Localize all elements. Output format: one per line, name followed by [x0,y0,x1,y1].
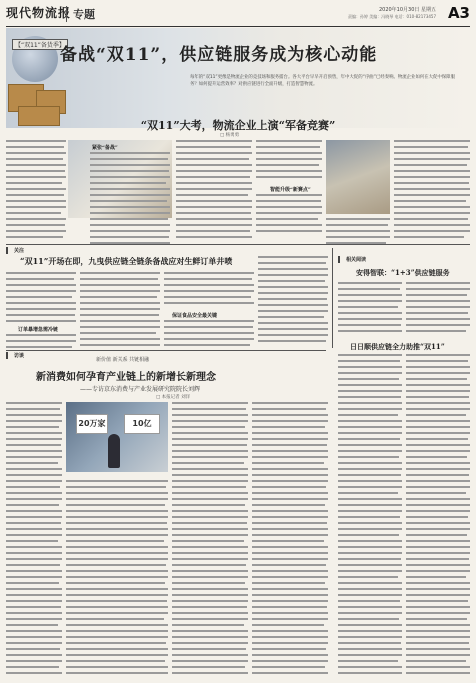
sorting-center-photo [326,140,390,214]
stat-panel-left: 20万家 [76,414,108,434]
editor-info: 责编：孙婷 美编：冯晓琴 电话：010-82173457 [348,14,436,19]
article1-subhead1: 紧张“备战” [92,145,118,151]
sidebar-divider [332,248,333,348]
sidebar-title1: 安得智联：“1+3”供应链服务 [356,268,450,277]
focus-label: 关注 [6,247,24,254]
related-label: 相关阅读 [338,256,366,263]
section-name: 专题 [66,6,95,22]
hero-intro: 每年的“双11”更像是物流企业的竞技场和服务擂台。各大平台早早开启预售，年中大促的“序曲”已经奏响。物流企业如何在大促中保障服务？如何提升运营效率？对供应链进行全面升级，打造智慧物流。 [190,75,455,87]
page-number: A3 [447,4,470,22]
article1-title: “双11”大考，物流企业上演“军备竞赛” [140,119,336,132]
section-divider [6,244,470,245]
hero-title: 备战“双11”，供应链服务成为核心动能 [60,45,378,65]
issue-date: 2020年10月30日 星期五 [378,7,436,13]
newspaper-name: 现代物流报 [6,6,72,20]
hero-tag: 【“双11”备货季】 [12,39,68,50]
article1-subhead2: 智能升级“新赛点” [270,187,311,193]
article2-title: “双11”开场在即，九曳供应链全链条备战应对生鲜订单井喷 [20,256,233,266]
article2-subhead2: 保证食品安全最关键 [172,313,218,319]
speaker-figure [108,434,120,468]
masthead [6,4,470,27]
sidebar-title2: 日日顺供应链全力助推“双11” [350,342,445,351]
interview-subtitle: ——专访京东消费与产业发展研究院院长刘辉 [80,386,201,393]
interview-byline: □ 本报记者 刘洋 [156,395,191,400]
article1-byline: □ 杨勇勇 [220,133,240,138]
interview-divider [6,350,326,351]
interview-kicker: 新价值 新关系 共链相融 [96,357,150,363]
article2-subhead1: 订单暴增急需冷链 [18,327,59,333]
interview-label: 访谈 [6,352,24,359]
interview-title: 新消费如何孕育产业链上的新增长新理念 [36,372,216,383]
stat-panel-right: 10亿 [124,414,160,434]
